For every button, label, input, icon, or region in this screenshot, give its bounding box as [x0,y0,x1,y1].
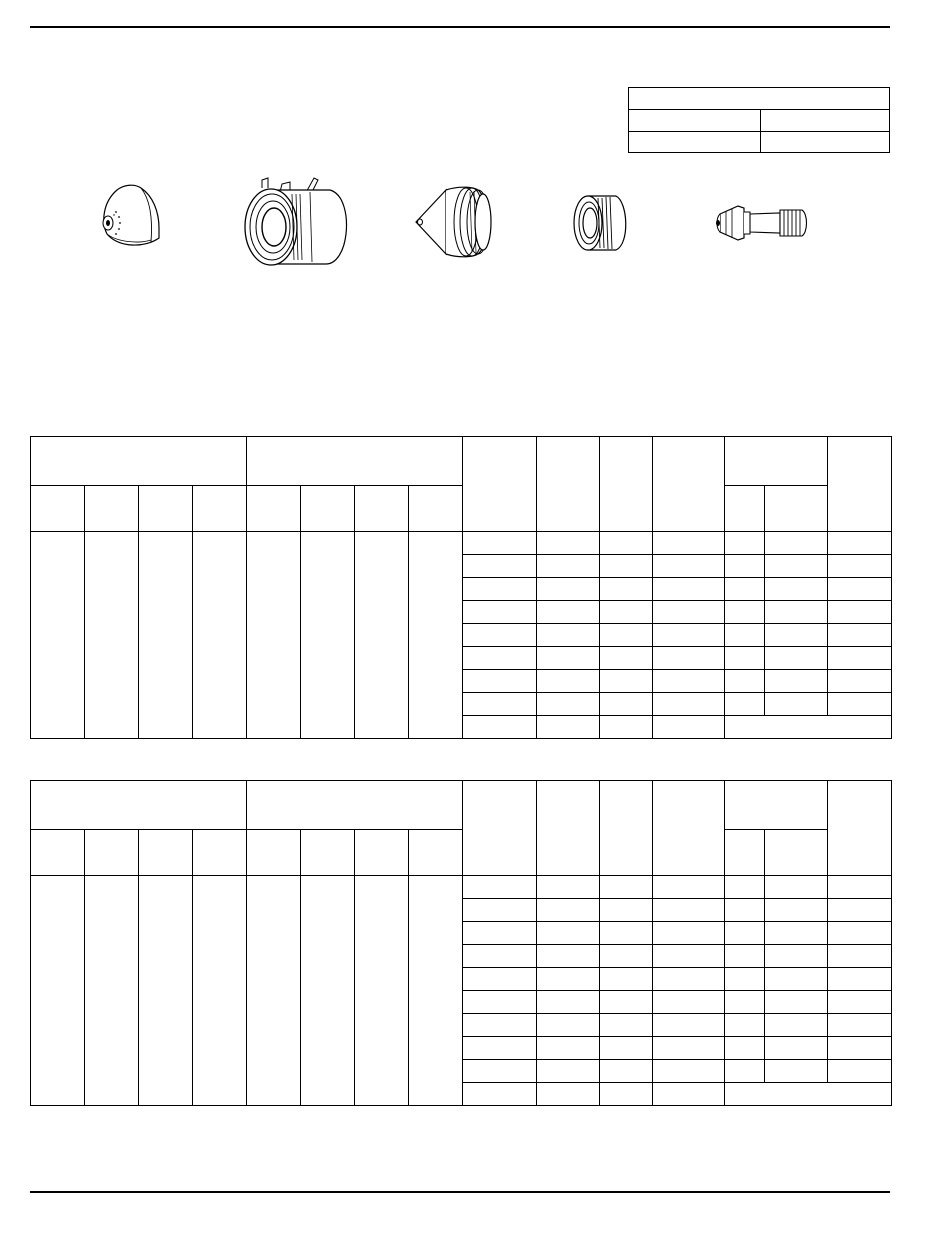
setting-cell [301,532,355,739]
header-group-left [31,437,247,486]
setting-cell [193,876,247,1106]
header-cell [537,437,600,532]
info-box-divider [760,109,761,153]
consumable-parts-illustration [0,170,950,280]
table-header-row [31,781,892,830]
setting-cell [31,876,85,1106]
subheader-cell [725,486,765,532]
setting-cell [31,532,85,739]
subheader-cell [247,830,301,876]
header-group-middle [247,437,463,486]
header-cell [828,781,892,876]
table-row [31,876,892,899]
header-cell [653,437,725,532]
subheader-cell [301,486,355,532]
subheader-cell [725,830,765,876]
electrode-icon [710,200,814,246]
header-cell [828,437,892,532]
subheader-cell [139,486,193,532]
header-group-right [725,781,828,830]
header-cell [463,781,537,876]
subheader-cell [31,830,85,876]
setting-cell [247,532,301,739]
subheader-cell [193,830,247,876]
setting-cell [355,876,409,1106]
subheader-cell [765,830,828,876]
subheader-cell [139,830,193,876]
subheader-cell [301,830,355,876]
setting-cell [85,876,139,1106]
header-group-middle [247,781,463,830]
subheader-cell [247,486,301,532]
subheader-cell [31,486,85,532]
setting-cell [355,532,409,739]
cut-chart-table-2 [30,780,892,1106]
info-box-row [629,131,889,154]
table-row [31,532,892,555]
header-cell [537,781,600,876]
header-group-left [31,781,247,830]
subheader-cell [765,486,828,532]
subheader-cell [85,830,139,876]
retaining-cap-icon [238,176,353,271]
cut-chart-table-1 [30,436,892,739]
setting-cell [409,532,463,739]
header-group-right [725,437,828,486]
header-cell [653,781,725,876]
subheader-cell [193,486,247,532]
setting-cell [193,532,247,739]
swirl-ring-icon [568,192,634,254]
bottom-rule [30,1191,890,1193]
setting-cell [139,876,193,1106]
info-box-row [629,109,889,131]
table-subheader-row [31,486,892,532]
subheader-cell [409,486,463,532]
subheader-cell [355,486,409,532]
shield-icon [95,182,170,252]
subheader-cell [355,830,409,876]
nozzle-icon [408,182,496,262]
subheader-cell [409,830,463,876]
table-header-row [31,437,892,486]
setting-cell [301,876,355,1106]
setting-cell [85,532,139,739]
table-subheader-row [31,830,892,876]
header-cell [463,437,537,532]
subheader-cell [85,486,139,532]
top-rule [30,26,890,28]
process-info-box [628,87,890,153]
header-cell [600,437,653,532]
setting-cell [409,876,463,1106]
setting-cell [139,532,193,739]
header-cell [600,781,653,876]
setting-cell [247,876,301,1106]
